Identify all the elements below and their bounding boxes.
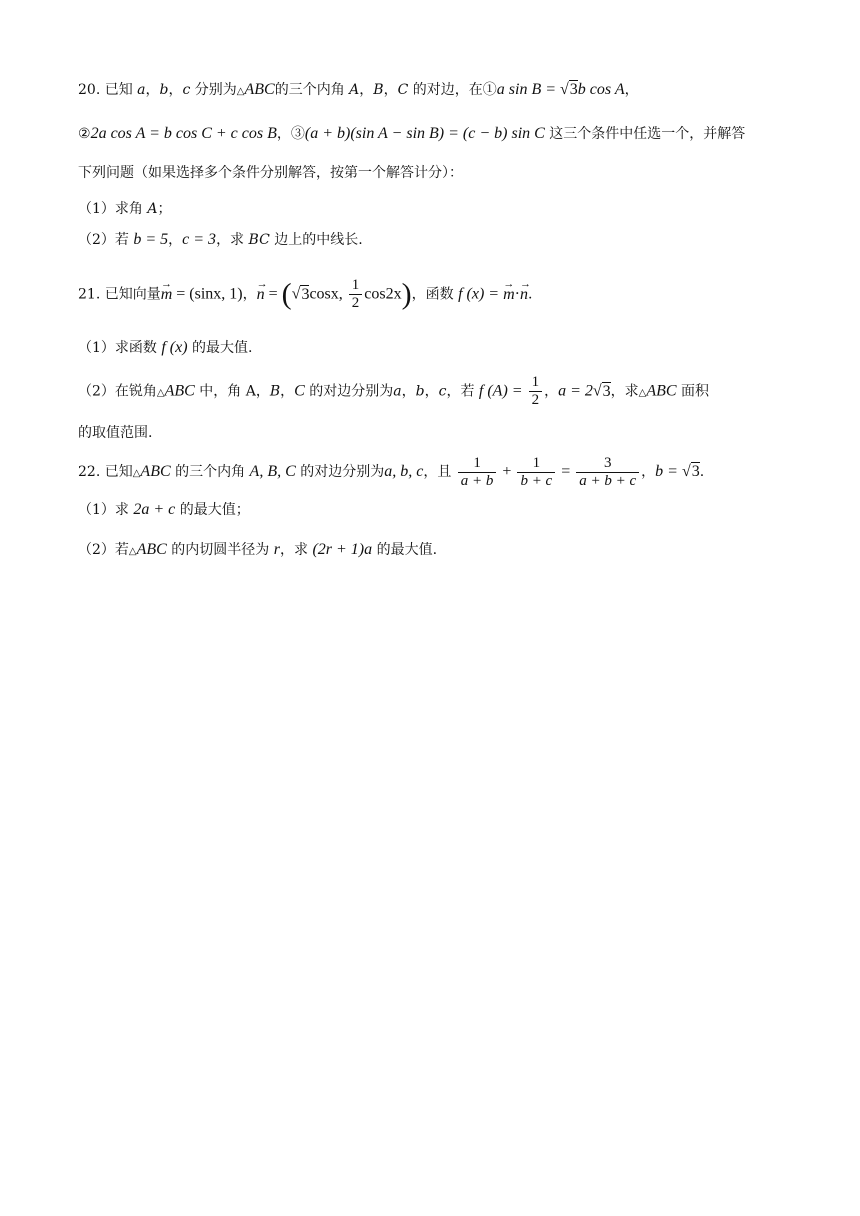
fraction-one-half: $\frac{1}{2}$: [349, 277, 363, 312]
triangle-icon: △: [236, 86, 245, 97]
triangle-icon: △: [156, 387, 165, 399]
q22-part1: （1）求 2a + c 的最大值；: [78, 501, 250, 518]
q20-line2: ②2a cos A = b cos C + c cos B，③(a + b)(sin A − sin B) = (c − b) sin C 这三个条件中任选一个，并解答: [78, 125, 746, 142]
q20-line3: 下列问题（如果选择多个条件分别解答，按第一个解答计分）：: [78, 165, 463, 181]
vector-m: → m: [161, 280, 173, 310]
triangle-icon: △: [638, 387, 647, 399]
triangle-icon: △: [128, 546, 137, 557]
q22-part2: （2）若△ABC 的内切圆半径为 r，求 (2r + 1)a 的最大值.: [78, 541, 438, 558]
triangle-icon: △: [132, 468, 141, 479]
q21-line4: 的取值范围.: [78, 425, 153, 441]
q20-line1: 20. 已知 a，b，c 分别为△ABC的三个内角 A，B，C 的对边，在①a sin B = √3b cos A，: [78, 81, 639, 98]
q20-part2: （2）若 b = 5，c = 3，求 BC 边上的中线长.: [78, 231, 363, 248]
q20-part1: （1）求角 A；: [78, 201, 172, 217]
q22-line1: 22. 已知△ABC 的三个内角 A, B, C 的对边分别为a, b, c，且 $\frac{1}{a + b}$ + $\frac{1}{b + c}$ = $\frac{3}{a + b + c}$ ，b = √3.: [78, 454, 705, 489]
q21-part2: （2）在锐角△ABC 中，角 A，B，C 的对边分别为a，b，c，若 f (A) = $\frac{1}{2}$ ，a = 2√3，求△ABC 面积: [78, 374, 710, 408]
q21-line1: 21. 已知向量→ m = (sinx, 1)，→ n = (√3cosx, $\frac{1}{2}$ cos2x)，函数 f (x) = → m·→ n.: [78, 277, 532, 312]
q21-part1: （1）求函数 f (x) 的最大值.: [78, 339, 253, 356]
vector-n: → n: [257, 280, 265, 310]
